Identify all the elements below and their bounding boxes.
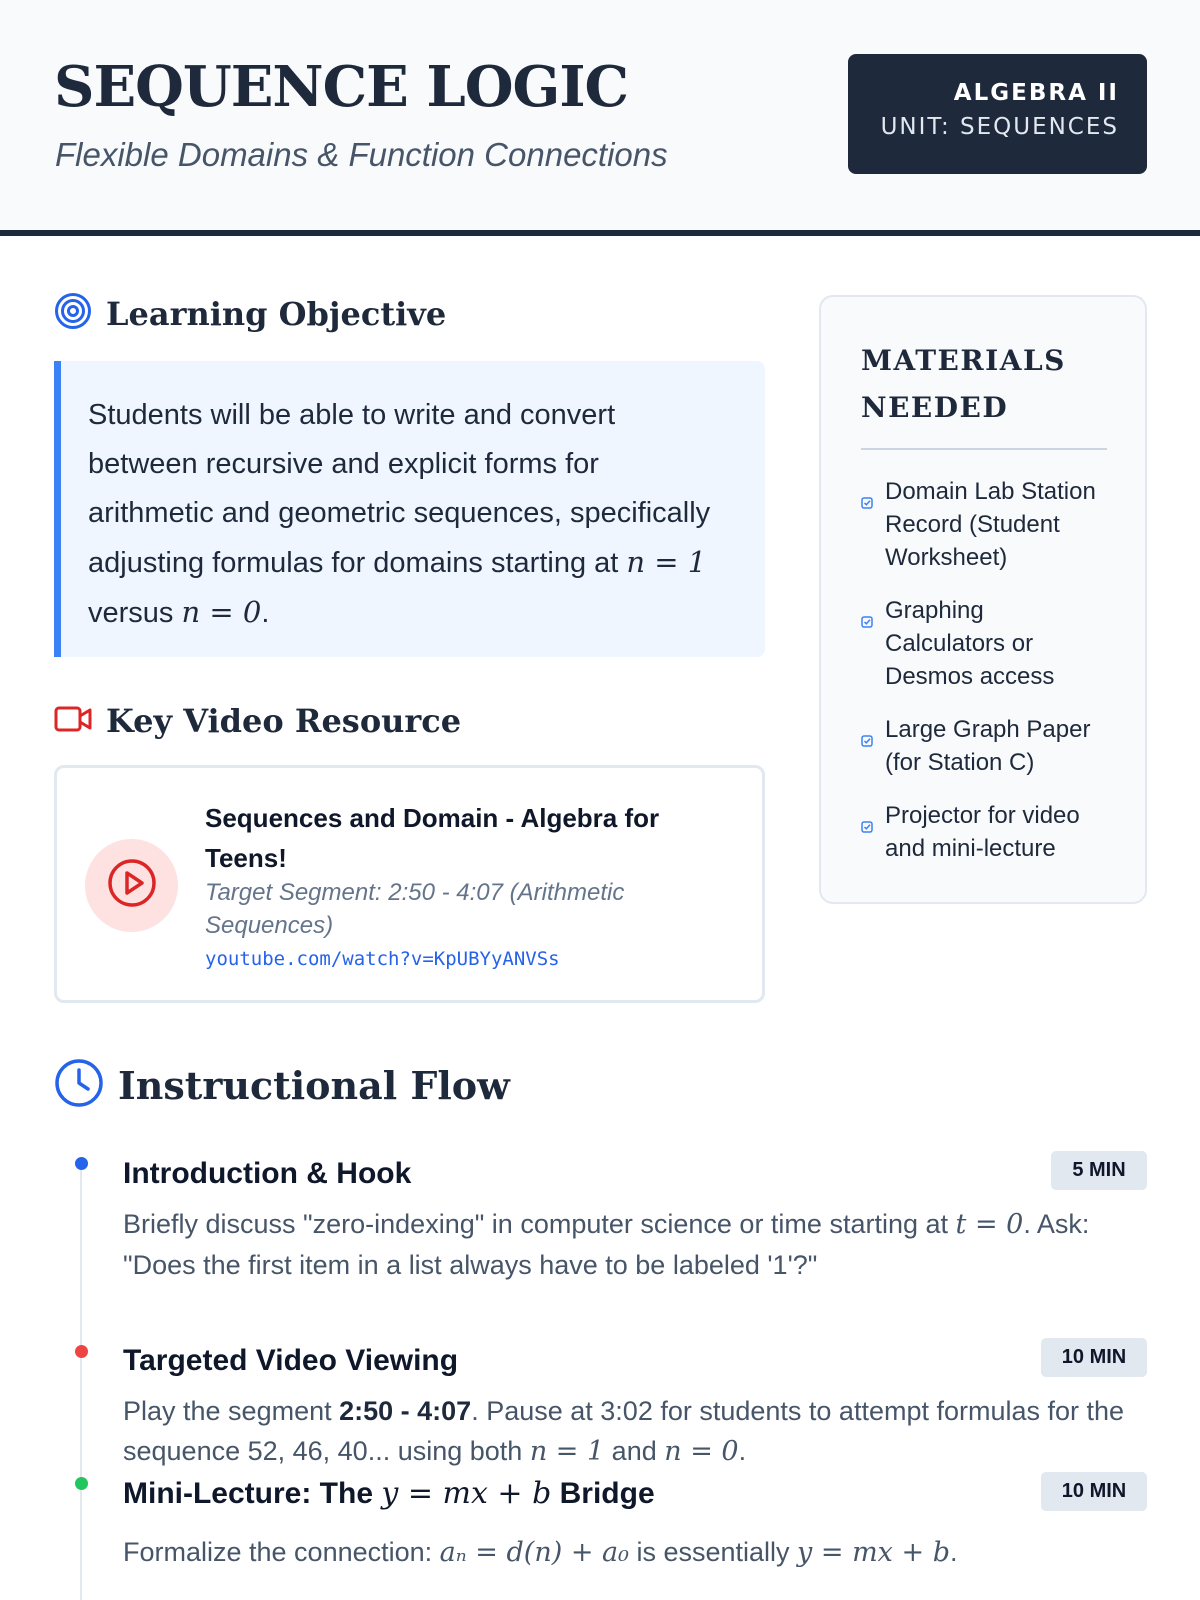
step-desc-text: . Ask: "Does the first item in a list always have to be labeled '1'?" xyxy=(123,1209,1090,1280)
timeline-dot xyxy=(75,1157,88,1170)
step-title-text: Bridge xyxy=(551,1477,655,1510)
step-title xyxy=(123,1476,655,1511)
material-label: Large Graph Paper (for Station C) xyxy=(885,716,1091,776)
duration-badge: 10 MIN xyxy=(1041,1472,1147,1511)
objective-heading xyxy=(54,292,446,335)
objective-text: Students will be able to write and convert between recursive and explicit forms for arithmetic and geometric sequences, specifically adjusting formulas for domains starting at xyxy=(88,399,711,579)
step-desc-text: Briefly discuss "zero-indexing" in computer science or time starting at xyxy=(123,1209,956,1239)
step-desc-text: . xyxy=(949,1537,958,1567)
course-badge xyxy=(848,54,1147,174)
step-title: Introduction & Hook xyxy=(123,1157,412,1190)
video-card[interactable] xyxy=(54,765,765,1003)
step-title-text: Mini-Lecture: The xyxy=(123,1477,382,1510)
course-badge-subject: ALGEBRA II xyxy=(953,80,1119,106)
checkbox-icon xyxy=(861,485,875,518)
duration-badge: 5 MIN xyxy=(1051,1151,1147,1190)
checkbox-icon xyxy=(861,604,875,637)
materials-panel xyxy=(819,295,1147,904)
timeline-dot xyxy=(75,1477,88,1490)
list-item xyxy=(861,713,1105,779)
list-item xyxy=(861,475,1105,574)
list-item xyxy=(861,594,1105,693)
materials-list xyxy=(861,475,1105,865)
video-heading xyxy=(54,702,461,740)
step-title-math: y = mx + b xyxy=(381,1476,552,1511)
list-item xyxy=(861,799,1105,865)
video-camera-icon xyxy=(54,706,92,737)
video-title: Sequences and Domain - Algebra for Teens! xyxy=(205,803,660,873)
checkbox-icon xyxy=(861,723,875,756)
step-desc-text: . Pause at 3:02 for students to attempt formulas for the sequence 52, 46, 40... using both xyxy=(123,1396,1125,1466)
timeline-line xyxy=(80,1162,82,1600)
clock-icon xyxy=(54,1058,104,1113)
play-button[interactable] xyxy=(85,839,178,932)
video-link[interactable]: youtube.com/watch?v=KpUBYyANVSs xyxy=(205,948,560,970)
step-desc-math: y = mx + b xyxy=(797,1537,950,1568)
step-desc-bold: 2:50 - 4:07 xyxy=(339,1396,472,1426)
step-desc-text: . xyxy=(738,1436,747,1466)
objective-period: . xyxy=(261,597,270,629)
materials-title: MATERIALS NEEDED xyxy=(861,337,1107,450)
step-description xyxy=(123,1391,1147,1472)
flow-heading-text: Instructional Flow xyxy=(118,1063,510,1108)
objective-box xyxy=(54,361,765,657)
page-title: SEQUENCE LOGIC xyxy=(54,54,629,120)
material-label: Graphing Calculators or Desmos access xyxy=(885,597,1055,690)
step-title: Targeted Video Viewing xyxy=(123,1344,459,1377)
objective-math-n0: n = 0 xyxy=(181,595,262,629)
objective-math-n1: n = 1 xyxy=(626,545,707,579)
checkbox-icon xyxy=(861,809,875,842)
page-subtitle: Flexible Domains & Function Connections xyxy=(55,136,668,173)
flow-heading xyxy=(54,1058,510,1113)
step-desc-text: and xyxy=(604,1436,665,1466)
objective-heading-text: Learning Objective xyxy=(106,294,447,333)
page-header xyxy=(0,0,1200,236)
step-desc-math: n = 0 xyxy=(664,1436,739,1467)
step-desc-math: t = 0 xyxy=(955,1209,1024,1240)
timeline-dot xyxy=(75,1345,88,1358)
course-badge-unit: UNIT: SEQUENCES xyxy=(880,114,1119,140)
material-label: Domain Lab Station Record (Student Worksheet) xyxy=(885,478,1096,571)
step-desc-text: is essentially xyxy=(628,1537,798,1567)
step-desc-math: n = 1 xyxy=(529,1436,605,1467)
video-segment: Target Segment: 2:50 - 4:07 (Arithmetic Sequences) xyxy=(205,879,625,939)
step-desc-math: aₙ = d(n) + a₀ xyxy=(439,1537,629,1568)
duration-badge: 10 MIN xyxy=(1041,1338,1147,1377)
step-desc-text: Formalize the connection: xyxy=(123,1537,440,1567)
step-description xyxy=(123,1204,1147,1285)
step-desc-text: Play the segment xyxy=(123,1396,340,1426)
objective-versus: versus xyxy=(88,597,182,629)
step-description xyxy=(123,1532,1147,1573)
video-heading-text: Key Video Resource xyxy=(106,702,462,740)
play-icon xyxy=(106,857,158,914)
material-label: Projector for video and mini-lecture xyxy=(885,802,1080,862)
target-icon xyxy=(54,292,92,335)
